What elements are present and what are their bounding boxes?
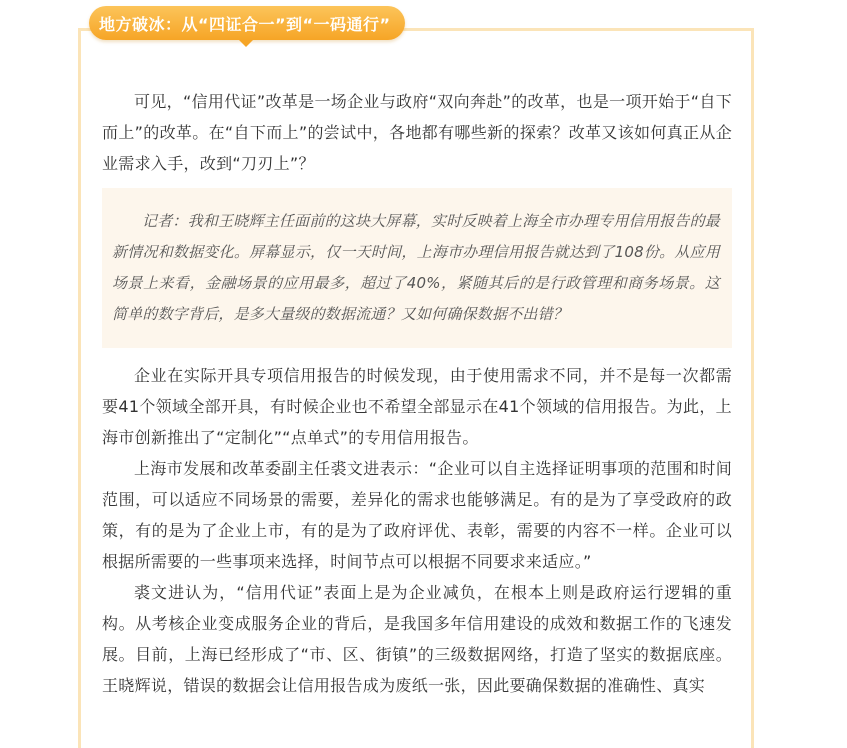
title-pointer-arrow xyxy=(238,39,254,47)
body-paragraph: 裘文进认为，“信用代证”表面上是为企业减负，在根本上则是政府运行逻辑的重构。从考核企业变成服务企业的背后，是我国多年信用建设的成效和数据工作的飞速发展。目前，上海已经形成了“市、区、街镇”的三级数据网络，打造了坚实的数据底座。王晓辉说，错误的数据会让信用报告成为废纸一张，因此要确保数据的准确性、真实 xyxy=(102,583,732,695)
reporter-quote-box xyxy=(102,188,732,348)
section-title-badge xyxy=(89,6,405,40)
article-content xyxy=(102,86,732,701)
intro-paragraph: 可见，“信用代证”改革是一场企业与政府“双向奔赴”的改革，也是一项开始于“自下而上”的改革。在“自下而上”的尝试中，各地都有哪些新的探索？改革又该如何真正从企业需求入手，改到“刀刃上”？ xyxy=(102,92,732,173)
body-paragraph: 企业在实际开具专项信用报告的时候发现，由于使用需求不同，并不是每一次都需要41个领域全部开具，有时候企业也不希望全部显示在41个领域的信用报告。为此，上海市创新推出了“定制化”“点单式”的专用信用报告。 xyxy=(102,366,732,447)
reporter-quote: 记者：我和王晓辉主任面前的这块大屏幕，实时反映着上海全市办理专用信用报告的最新情况和数据变化。屏幕显示，仅一天时间，上海市办理信用报告就达到了108份。从应用场景上来看，金融场景的应用最多，超过了40%，紧随其后的是行政管理和商务场景。这简单的数字背后，是多大量级的数据流通？又如何确保数据不出错？ xyxy=(112,212,720,323)
section-title: 地方破冰：从“四证合一”到“一码通行” xyxy=(99,14,391,34)
body-paragraph: 上海市发展和改革委副主任裘文进表示：“企业可以自主选择证明事项的范围和时间范围，可以适应不同场景的需要，差异化的需求也能够满足。有的是为了享受政府的政策，有的是为了企业上市，有的是为了政府评优、表彰，需要的内容不一样。企业可以根据所需要的一些事项来选择，时间节点可以根据不同要求来适应。” xyxy=(102,459,732,571)
